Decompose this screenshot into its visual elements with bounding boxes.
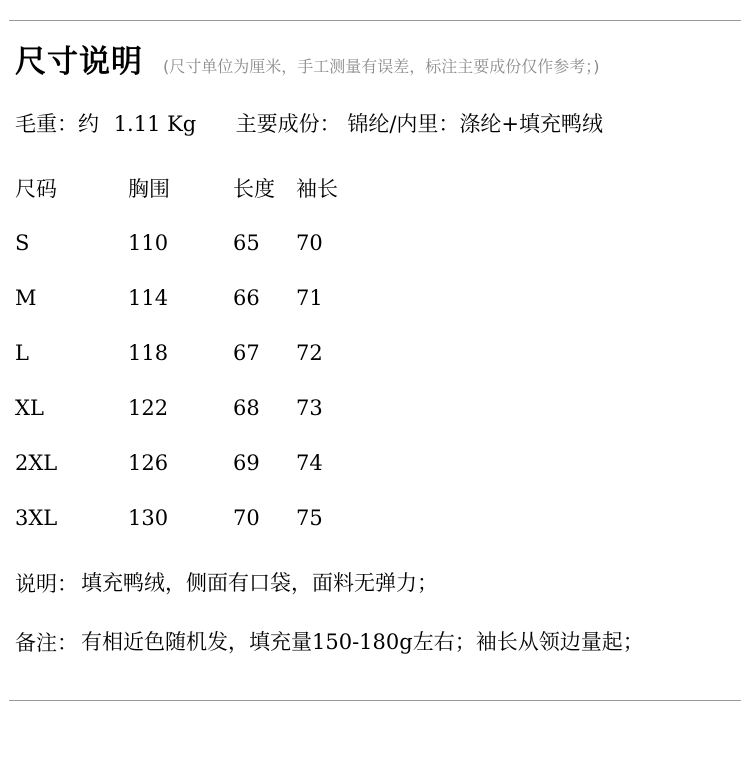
size-cell: XL — [15, 396, 44, 420]
length-cell: 65 — [233, 231, 260, 255]
header-size: 尺码 — [15, 177, 57, 201]
size-cell: S — [15, 231, 30, 255]
chest-cell: 126 — [128, 451, 169, 475]
weight-material-line — [15, 108, 603, 138]
length-cell: 70 — [233, 506, 260, 530]
sleeve-cell: 71 — [296, 286, 323, 310]
length-cell: 68 — [233, 396, 260, 420]
sleeve-cell: 72 — [296, 341, 323, 365]
size-cell: L — [15, 341, 29, 365]
header-chest: 胸围 — [128, 177, 170, 201]
page-title: 尺寸说明 — [15, 44, 143, 80]
material-value: 锦纶/内里：涤纶+填充鸭绒 — [347, 112, 603, 136]
description-label: 说明： — [15, 572, 78, 596]
sleeve-cell: 75 — [296, 506, 323, 530]
remark-label: 备注： — [15, 631, 78, 655]
chest-cell: 122 — [128, 396, 169, 420]
length-cell: 69 — [233, 451, 260, 475]
chest-cell: 114 — [128, 286, 169, 310]
size-cell: M — [15, 286, 37, 310]
sleeve-cell: 73 — [296, 396, 323, 420]
length-cell: 66 — [233, 286, 260, 310]
size-cell: 2XL — [15, 451, 58, 475]
chest-cell: 110 — [128, 231, 169, 255]
bottom-divider — [9, 700, 741, 701]
length-cell: 67 — [233, 341, 260, 365]
description-text: 填充鸭绒，侧面有口袋，面料无弹力； — [81, 571, 438, 595]
title-row — [15, 36, 600, 80]
sleeve-cell: 70 — [296, 231, 323, 255]
size-cell: 3XL — [15, 506, 58, 530]
weight-label: 毛重：约 — [15, 112, 99, 136]
measurement-disclaimer: (尺寸单位为厘米，手工测量有误差，标注主要成份仅作参考；) — [163, 57, 600, 76]
chest-cell: 130 — [128, 506, 169, 530]
chest-cell: 118 — [128, 341, 169, 365]
remark-text: 有相近色随机发，填充量150-180g左右；袖长从领边量起； — [81, 630, 644, 654]
material-label: 主要成份： — [235, 112, 341, 136]
top-divider — [9, 20, 741, 21]
header-sleeve: 袖长 — [296, 177, 338, 201]
weight-value: 1.11 Kg — [113, 112, 197, 136]
sleeve-cell: 74 — [296, 451, 323, 475]
header-length: 长度 — [233, 177, 275, 201]
